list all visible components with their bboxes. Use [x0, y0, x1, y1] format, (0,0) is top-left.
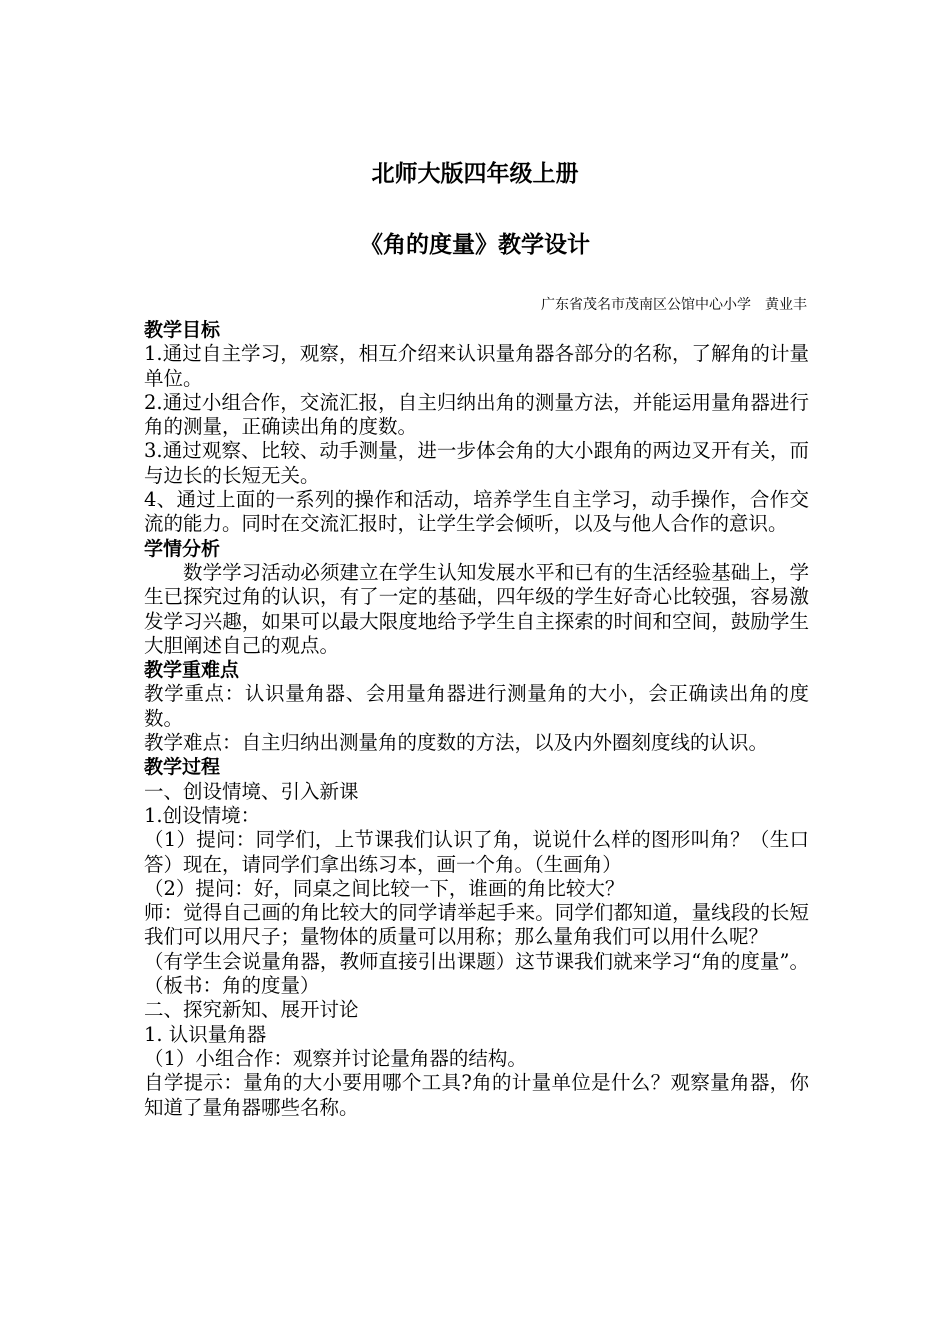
paragraph: 1.通过自主学习，观察，相互介绍来认识量角器各部分的名称，了解角的计量单位。 [144, 342, 809, 390]
document-body [144, 318, 809, 1120]
paragraph: 1.创设情境： [144, 803, 261, 827]
section-heading: 教学目标 [144, 319, 221, 341]
paragraph: 二、探究新知、展开讨论 [144, 998, 359, 1022]
paragraph: 3.通过观察、比较、动手测量，进一步体会角的大小跟角的两边叉开有关，而与边长的长短无关。 [144, 439, 809, 487]
document-title-line1: 北师大版四年级上册 [371, 161, 579, 187]
paragraph: （1）小组合作：观察并讨论量角器的结构。 [144, 1046, 527, 1070]
section-heading: 教学重难点 [144, 659, 240, 682]
document-title-line2: 《角的度量》教学设计 [360, 232, 590, 258]
paragraph: 4、通过上面的一系列的操作和活动，培养学生自主学习，动手操作，合作交流的能力。同时在交流汇报时，让学生学会倾听，以及与他人合作的意识。 [144, 488, 809, 536]
paragraph: 一、创设情境、引入新课 [144, 779, 359, 803]
paragraph: 2.通过小组合作，交流汇报，自主归纳出角的测量方法，并能运用量角器进行角的测量，正确读出角的度数。 [144, 390, 809, 439]
paragraph: 1. 认识量角器 [144, 1022, 267, 1046]
paragraph: （1）提问：同学们，上节课我们认识了角，说说什么样的图形叫角？（生口答）现在，请同学们拿出练习本，画一个角。（生画角） [144, 828, 809, 876]
paragraph: 自学提示：量角的大小要用哪个工具?角的计量单位是什么？观察量角器，你知道了量角器哪些名称。 [144, 1071, 809, 1119]
paragraph: 师：觉得自己画的角比较大的同学请举起手来。同学们都知道，量线段的长短我们可以用尺子；量物体的质量可以用称；那么量角我们可以用什么呢？ [144, 901, 809, 949]
paragraph: （有学生会说量角器，教师直接引出课题）这节课我们就来学习“角的度量”。（板书：角的度量） [144, 949, 809, 998]
paragraph: 教学重点：认识量角器、会用量角器进行测量角的大小，会正确读出角的度数。 [144, 682, 809, 730]
paragraph: （2）提问：好，同桌之间比较一下，谁画的角比较大？ [144, 876, 625, 900]
author-line: 广东省茂名市茂南区公馆中心小学 黄业丰 [541, 297, 807, 313]
section-heading: 学情分析 [144, 537, 221, 560]
paragraph: 教学难点：自主归纳出测量角的度数的方法，以及内外圈刻度线的认识。 [144, 731, 769, 755]
section-heading: 教学过程 [144, 756, 221, 779]
paragraph: 数学学习活动必须建立在学生认知发展水平和已有的生活经验基础上，学生已探究过角的认识，有了一定的基础，四年级的学生好奇心比较强，容易激发学习兴趣，如果可以最大限度地给予学生自主探索的时间和空间，鼓励学生大胆阐述自己的观点。 [144, 560, 809, 657]
